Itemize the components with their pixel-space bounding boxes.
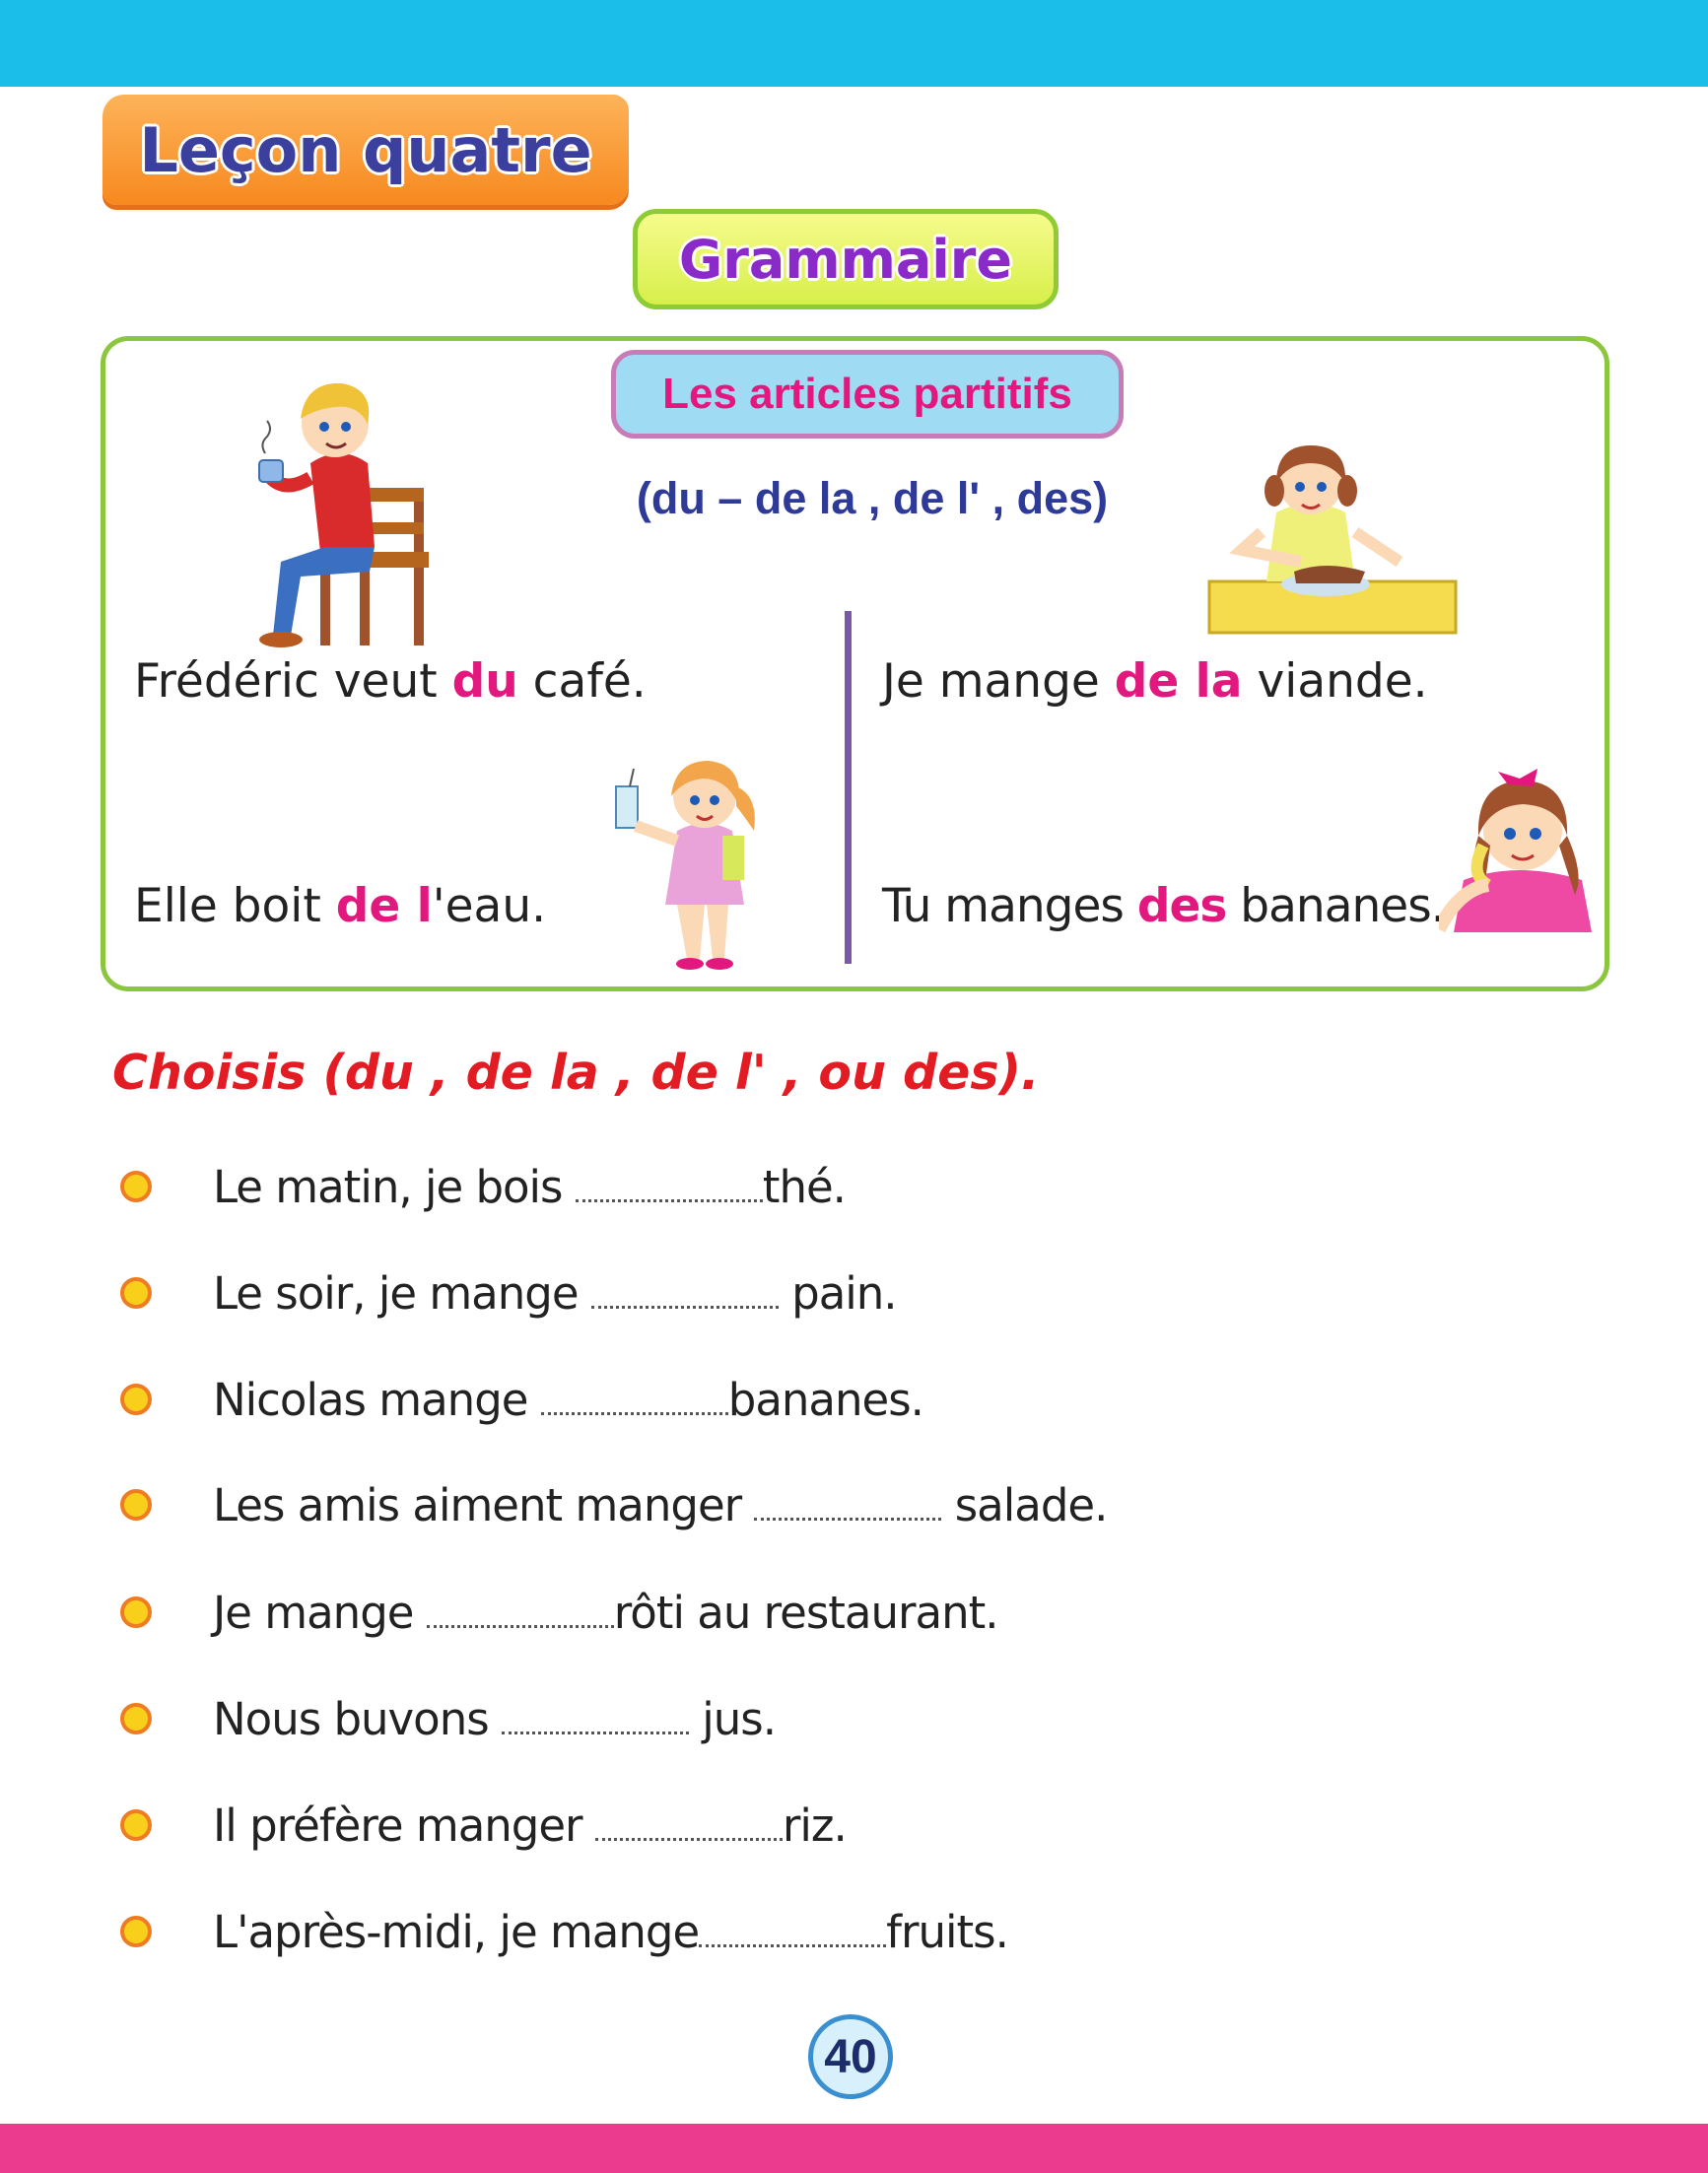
bullet-icon [120,1596,152,1628]
top-color-bar [0,0,1708,87]
exercise-item: Nicolas mange bananes. [120,1370,152,1429]
bullet-icon [120,1171,152,1202]
example-sentence: Elle boit de l'eau. [134,879,547,933]
girl-with-water-illustration [606,757,784,974]
exercise-item: Nous buvons jus. [120,1689,152,1748]
answer-blank[interactable] [591,1294,779,1309]
answer-blank[interactable] [699,1933,886,1947]
partitive-article: de l [335,879,433,933]
bullet-icon [120,1384,152,1415]
column-divider [845,611,852,964]
page-number: 40 [808,2014,893,2099]
partitive-article: du [451,654,518,709]
article-list: (du – de la , de l' , des) [636,473,1109,523]
example-sentence: Je mange de la viande. [882,654,1428,709]
exercise-title: Choisis (du , de la , de l' , ou des). [112,1045,1040,1101]
answer-blank[interactable] [576,1188,763,1202]
girl-eating-banana-illustration [1439,767,1597,934]
exercise-item: Le soir, je mange pain. [120,1263,152,1323]
bullet-icon [120,1703,152,1734]
answer-blank[interactable] [595,1826,783,1841]
grammar-subtitle: Les articles partitifs [611,350,1124,439]
partitive-article: des [1136,879,1227,933]
answer-blank[interactable] [541,1400,728,1415]
section-title: Grammaire [633,209,1059,309]
exercise-item: Le matin, je bois thé. [120,1157,152,1216]
girl-eating-meat-illustration [1207,434,1459,636]
bottom-color-bar [0,2124,1708,2173]
example-sentence: Frédéric veut du café. [134,654,647,709]
exercise-item: L'après-midi, je mange fruits. [120,1902,152,1961]
boy-drinking-coffee-illustration [251,370,434,650]
partitive-article: de la [1114,654,1243,709]
bullet-icon [120,1916,152,1947]
lesson-title: Leçon quatre [102,95,629,205]
exercise-item: Je mange rôti au restaurant. [120,1583,152,1642]
exercise-item: Il préfère manger riz. [120,1796,152,1855]
exercise-item: Les amis aiment manger salade. [120,1475,152,1534]
bullet-icon [120,1809,152,1841]
bullet-icon [120,1489,152,1521]
answer-blank[interactable] [427,1613,614,1628]
bullet-icon [120,1277,152,1309]
answer-blank[interactable] [502,1720,689,1734]
example-sentence: Tu manges des bananes. [882,879,1445,933]
answer-blank[interactable] [754,1506,941,1521]
